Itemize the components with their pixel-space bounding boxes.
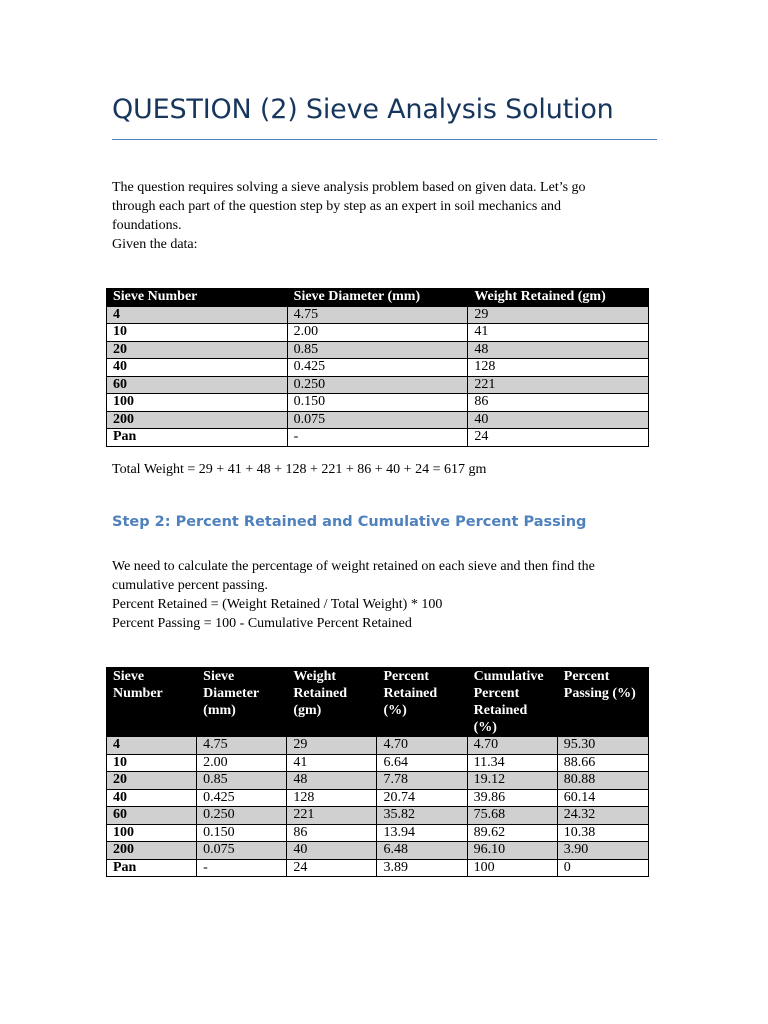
table-row bbox=[107, 842, 649, 860]
table-cell: 0.425 bbox=[287, 359, 468, 377]
table-cell: 0 bbox=[557, 859, 648, 877]
table-cell: 221 bbox=[287, 807, 377, 825]
column-header-line: Sieve bbox=[113, 669, 145, 684]
table-cell: 221 bbox=[468, 376, 649, 394]
table-cell: 29 bbox=[287, 737, 377, 755]
table-cell: 7.78 bbox=[377, 772, 467, 790]
table-row bbox=[107, 411, 649, 429]
table-row bbox=[107, 324, 649, 342]
step2-line: Percent Retained = (Weight Retained / Total Weight) * 100 bbox=[112, 597, 443, 612]
page-title: QUESTION (2) Sieve Analysis Solution bbox=[112, 94, 614, 125]
column-header: Weight Retained (gm) bbox=[468, 289, 649, 307]
table-cell: 89.62 bbox=[467, 824, 557, 842]
table-cell: 0.250 bbox=[287, 376, 468, 394]
column-header-line: Percent bbox=[563, 669, 610, 684]
table-cell: Pan bbox=[107, 859, 197, 877]
given-data-table bbox=[106, 288, 649, 447]
column-header-line: (%) bbox=[473, 720, 497, 735]
column-header: Sieve Diameter (mm) bbox=[287, 289, 468, 307]
table-cell: 0.150 bbox=[287, 394, 468, 412]
table-header-row bbox=[107, 668, 649, 737]
table-cell: 0.85 bbox=[197, 772, 287, 790]
total-weight: Total Weight = 29 + 41 + 48 + 128 + 221 + 86 + 40 + 24 = 617 gm bbox=[112, 462, 487, 477]
table-row bbox=[107, 859, 649, 877]
table-cell: 13.94 bbox=[377, 824, 467, 842]
table-cell: 41 bbox=[468, 324, 649, 342]
table-cell: 0.85 bbox=[287, 341, 468, 359]
table-cell: 6.48 bbox=[377, 842, 467, 860]
intro-line: Given the data: bbox=[112, 237, 198, 252]
table-cell: 35.82 bbox=[377, 807, 467, 825]
table-row bbox=[107, 306, 649, 324]
table-cell: 60 bbox=[107, 807, 197, 825]
table-cell: 19.12 bbox=[467, 772, 557, 790]
intro-line: through each part of the question step by step as an expert in soil mechanics and bbox=[112, 199, 562, 214]
intro-line: foundations. bbox=[112, 218, 182, 233]
table-cell: 20 bbox=[107, 341, 288, 359]
table-cell: Pan bbox=[107, 429, 288, 447]
column-header-line: Number bbox=[113, 686, 163, 701]
column-header bbox=[377, 668, 467, 737]
table-cell: 6.64 bbox=[377, 754, 467, 772]
table-row bbox=[107, 429, 649, 447]
step2-line: Percent Passing = 100 - Cumulative Percent Retained bbox=[112, 616, 412, 631]
table-cell: 3.89 bbox=[377, 859, 467, 877]
table-cell: 39.86 bbox=[467, 789, 557, 807]
column-header bbox=[107, 668, 197, 737]
table-cell: 40 bbox=[287, 842, 377, 860]
table-row bbox=[107, 359, 649, 377]
table-cell: 24 bbox=[287, 859, 377, 877]
percent-passing-table bbox=[106, 667, 649, 877]
table-cell: 40 bbox=[468, 411, 649, 429]
table-cell: 0.250 bbox=[197, 807, 287, 825]
intro-line: The question requires solving a sieve analysis problem based on given data. Let’s go bbox=[112, 180, 586, 195]
table-cell: 100 bbox=[107, 394, 288, 412]
table-cell: 4.70 bbox=[467, 737, 557, 755]
table-cell: 0.425 bbox=[197, 789, 287, 807]
column-header-line: Retained bbox=[293, 686, 347, 701]
table-row bbox=[107, 789, 649, 807]
table-cell: 60 bbox=[107, 376, 288, 394]
table-cell: 0.150 bbox=[197, 824, 287, 842]
table-row bbox=[107, 376, 649, 394]
table-cell: 40 bbox=[107, 789, 197, 807]
table-cell: 4.75 bbox=[287, 306, 468, 324]
table-cell: 2.00 bbox=[197, 754, 287, 772]
table-cell: 75.68 bbox=[467, 807, 557, 825]
table-cell: 41 bbox=[287, 754, 377, 772]
column-header-line: Cumulative bbox=[473, 669, 544, 684]
column-header-line: Retained bbox=[383, 686, 438, 701]
table-row bbox=[107, 754, 649, 772]
column-header-line: Sieve bbox=[203, 669, 235, 684]
step2-paragraph bbox=[112, 557, 632, 633]
column-header-line: (mm) bbox=[203, 703, 236, 718]
table-cell: 20.74 bbox=[377, 789, 467, 807]
table-row bbox=[107, 394, 649, 412]
table-cell: 4.75 bbox=[197, 737, 287, 755]
step2-heading: Step 2: Percent Retained and Cumulative Percent Passing bbox=[112, 514, 587, 530]
table-cell: 4.70 bbox=[377, 737, 467, 755]
table-cell: 11.34 bbox=[467, 754, 557, 772]
column-header bbox=[287, 668, 377, 737]
table-cell: 100 bbox=[107, 824, 197, 842]
column-header-line: Weight bbox=[293, 669, 337, 684]
table-cell: 0.075 bbox=[287, 411, 468, 429]
column-header bbox=[197, 668, 287, 737]
step2-line: We need to calculate the percentage of weight retained on each sieve and then find the bbox=[112, 559, 595, 574]
table-cell: 24.32 bbox=[557, 807, 648, 825]
table-cell: 2.00 bbox=[287, 324, 468, 342]
table-cell: 100 bbox=[467, 859, 557, 877]
table-row bbox=[107, 824, 649, 842]
table-cell: 128 bbox=[468, 359, 649, 377]
table-cell: 96.10 bbox=[467, 842, 557, 860]
column-header bbox=[467, 668, 557, 737]
column-header-line: Passing (%) bbox=[563, 686, 636, 701]
column-header-line: Percent bbox=[473, 686, 520, 701]
column-header-line: (%) bbox=[383, 703, 407, 718]
table-cell: 29 bbox=[468, 306, 649, 324]
table-cell: 0.075 bbox=[197, 842, 287, 860]
table-cell: 80.88 bbox=[557, 772, 648, 790]
table-cell: 128 bbox=[287, 789, 377, 807]
intro-paragraph bbox=[112, 178, 632, 254]
table-cell: 86 bbox=[468, 394, 649, 412]
table-cell: - bbox=[197, 859, 287, 877]
table-cell: 88.66 bbox=[557, 754, 648, 772]
column-header-line: (gm) bbox=[293, 703, 322, 718]
table-cell: 3.90 bbox=[557, 842, 648, 860]
table-cell: 60.14 bbox=[557, 789, 648, 807]
table-cell: 86 bbox=[287, 824, 377, 842]
table-cell: - bbox=[287, 429, 468, 447]
table-cell: 20 bbox=[107, 772, 197, 790]
table-cell: 200 bbox=[107, 411, 288, 429]
table-cell: 4 bbox=[107, 306, 288, 324]
column-header-line: Percent bbox=[383, 669, 430, 684]
table-cell: 95.30 bbox=[557, 737, 648, 755]
table-cell: 10.38 bbox=[557, 824, 648, 842]
table-cell: 200 bbox=[107, 842, 197, 860]
table-cell: 48 bbox=[287, 772, 377, 790]
table-cell: 10 bbox=[107, 324, 288, 342]
column-header bbox=[557, 668, 648, 737]
column-header-line: Diameter bbox=[203, 686, 260, 701]
column-header-line: Retained bbox=[473, 703, 528, 718]
table-row bbox=[107, 737, 649, 755]
table-cell: 24 bbox=[468, 429, 649, 447]
table-header-row bbox=[107, 289, 649, 307]
title-divider bbox=[112, 139, 657, 140]
table-row bbox=[107, 807, 649, 825]
table-row bbox=[107, 772, 649, 790]
table-row bbox=[107, 341, 649, 359]
step2-line: cumulative percent passing. bbox=[112, 578, 268, 593]
column-header: Sieve Number bbox=[107, 289, 288, 307]
table-cell: 48 bbox=[468, 341, 649, 359]
table-cell: 4 bbox=[107, 737, 197, 755]
table-cell: 10 bbox=[107, 754, 197, 772]
table-cell: 40 bbox=[107, 359, 288, 377]
